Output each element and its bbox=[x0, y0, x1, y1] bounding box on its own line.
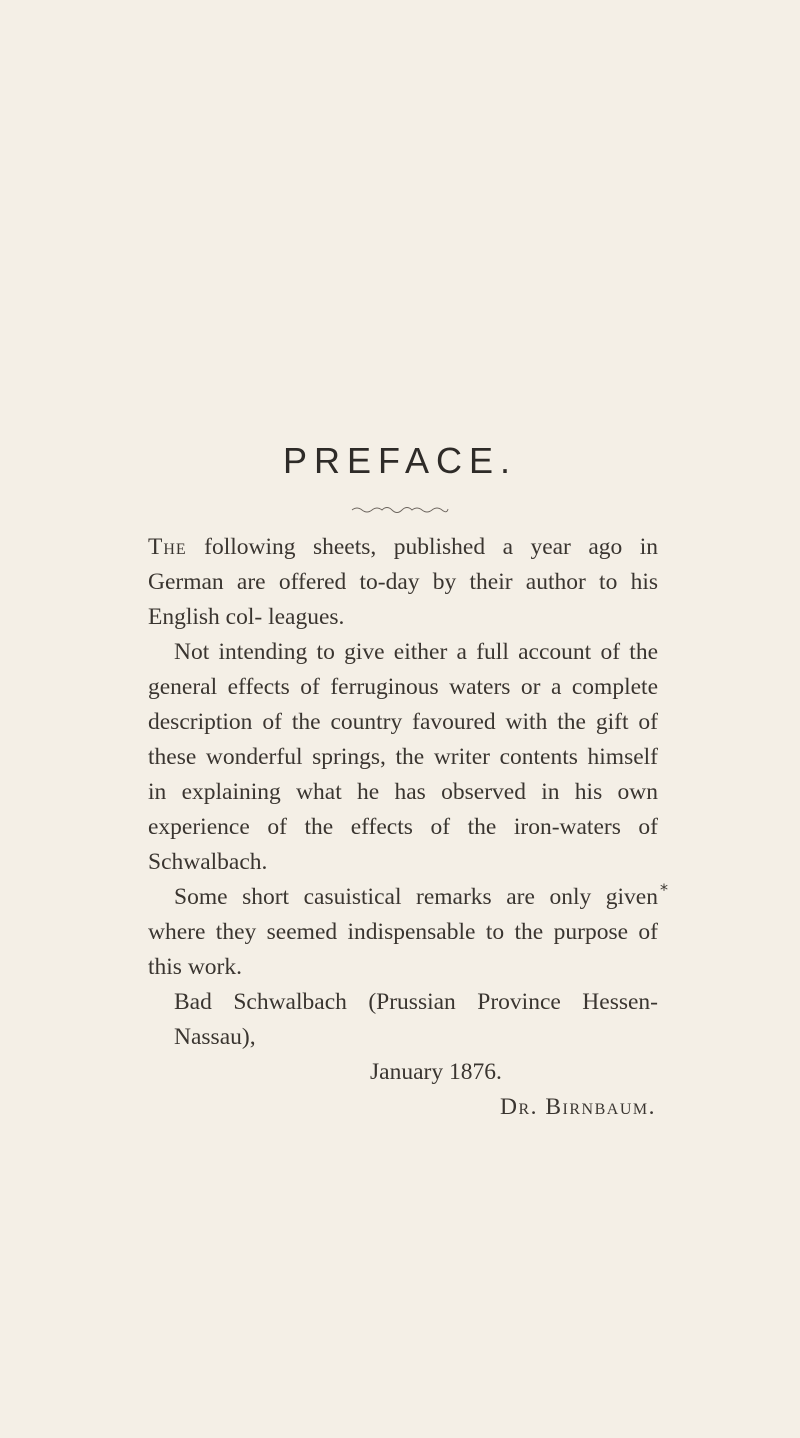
dateline-place: Bad Schwalbach (Prussian Province Hessen-Nassau), bbox=[174, 989, 658, 1050]
page-heading: PREFACE. bbox=[282, 440, 518, 481]
author-signature: Dr. Birnbaum. bbox=[499, 1094, 656, 1120]
asterisk-mark: * bbox=[660, 880, 668, 899]
paragraph-2: Not intending to give either a full account of the general effects of ferruginous waters or a complete description of the country favoured with the gift of these wonderful springs, the writer contents himself in explaining what he has observed in his own experience of the effects of the iron-waters of Schwalbach. bbox=[148, 639, 658, 875]
paragraph-1 bbox=[148, 530, 658, 635]
wavy-rule-icon bbox=[350, 504, 450, 514]
paragraph-3: Some short casuistical remarks are only given where they seemed indispensable to the purpose of this work. bbox=[148, 884, 658, 980]
dateline-date: January 1876. bbox=[370, 1059, 502, 1085]
preface-body bbox=[148, 530, 658, 1125]
paragraph-lead-word: The bbox=[148, 534, 187, 560]
paragraph-1-text: following sheets, published a year ago in German are offered to-day by their author to his English col- leagues. bbox=[148, 534, 658, 630]
